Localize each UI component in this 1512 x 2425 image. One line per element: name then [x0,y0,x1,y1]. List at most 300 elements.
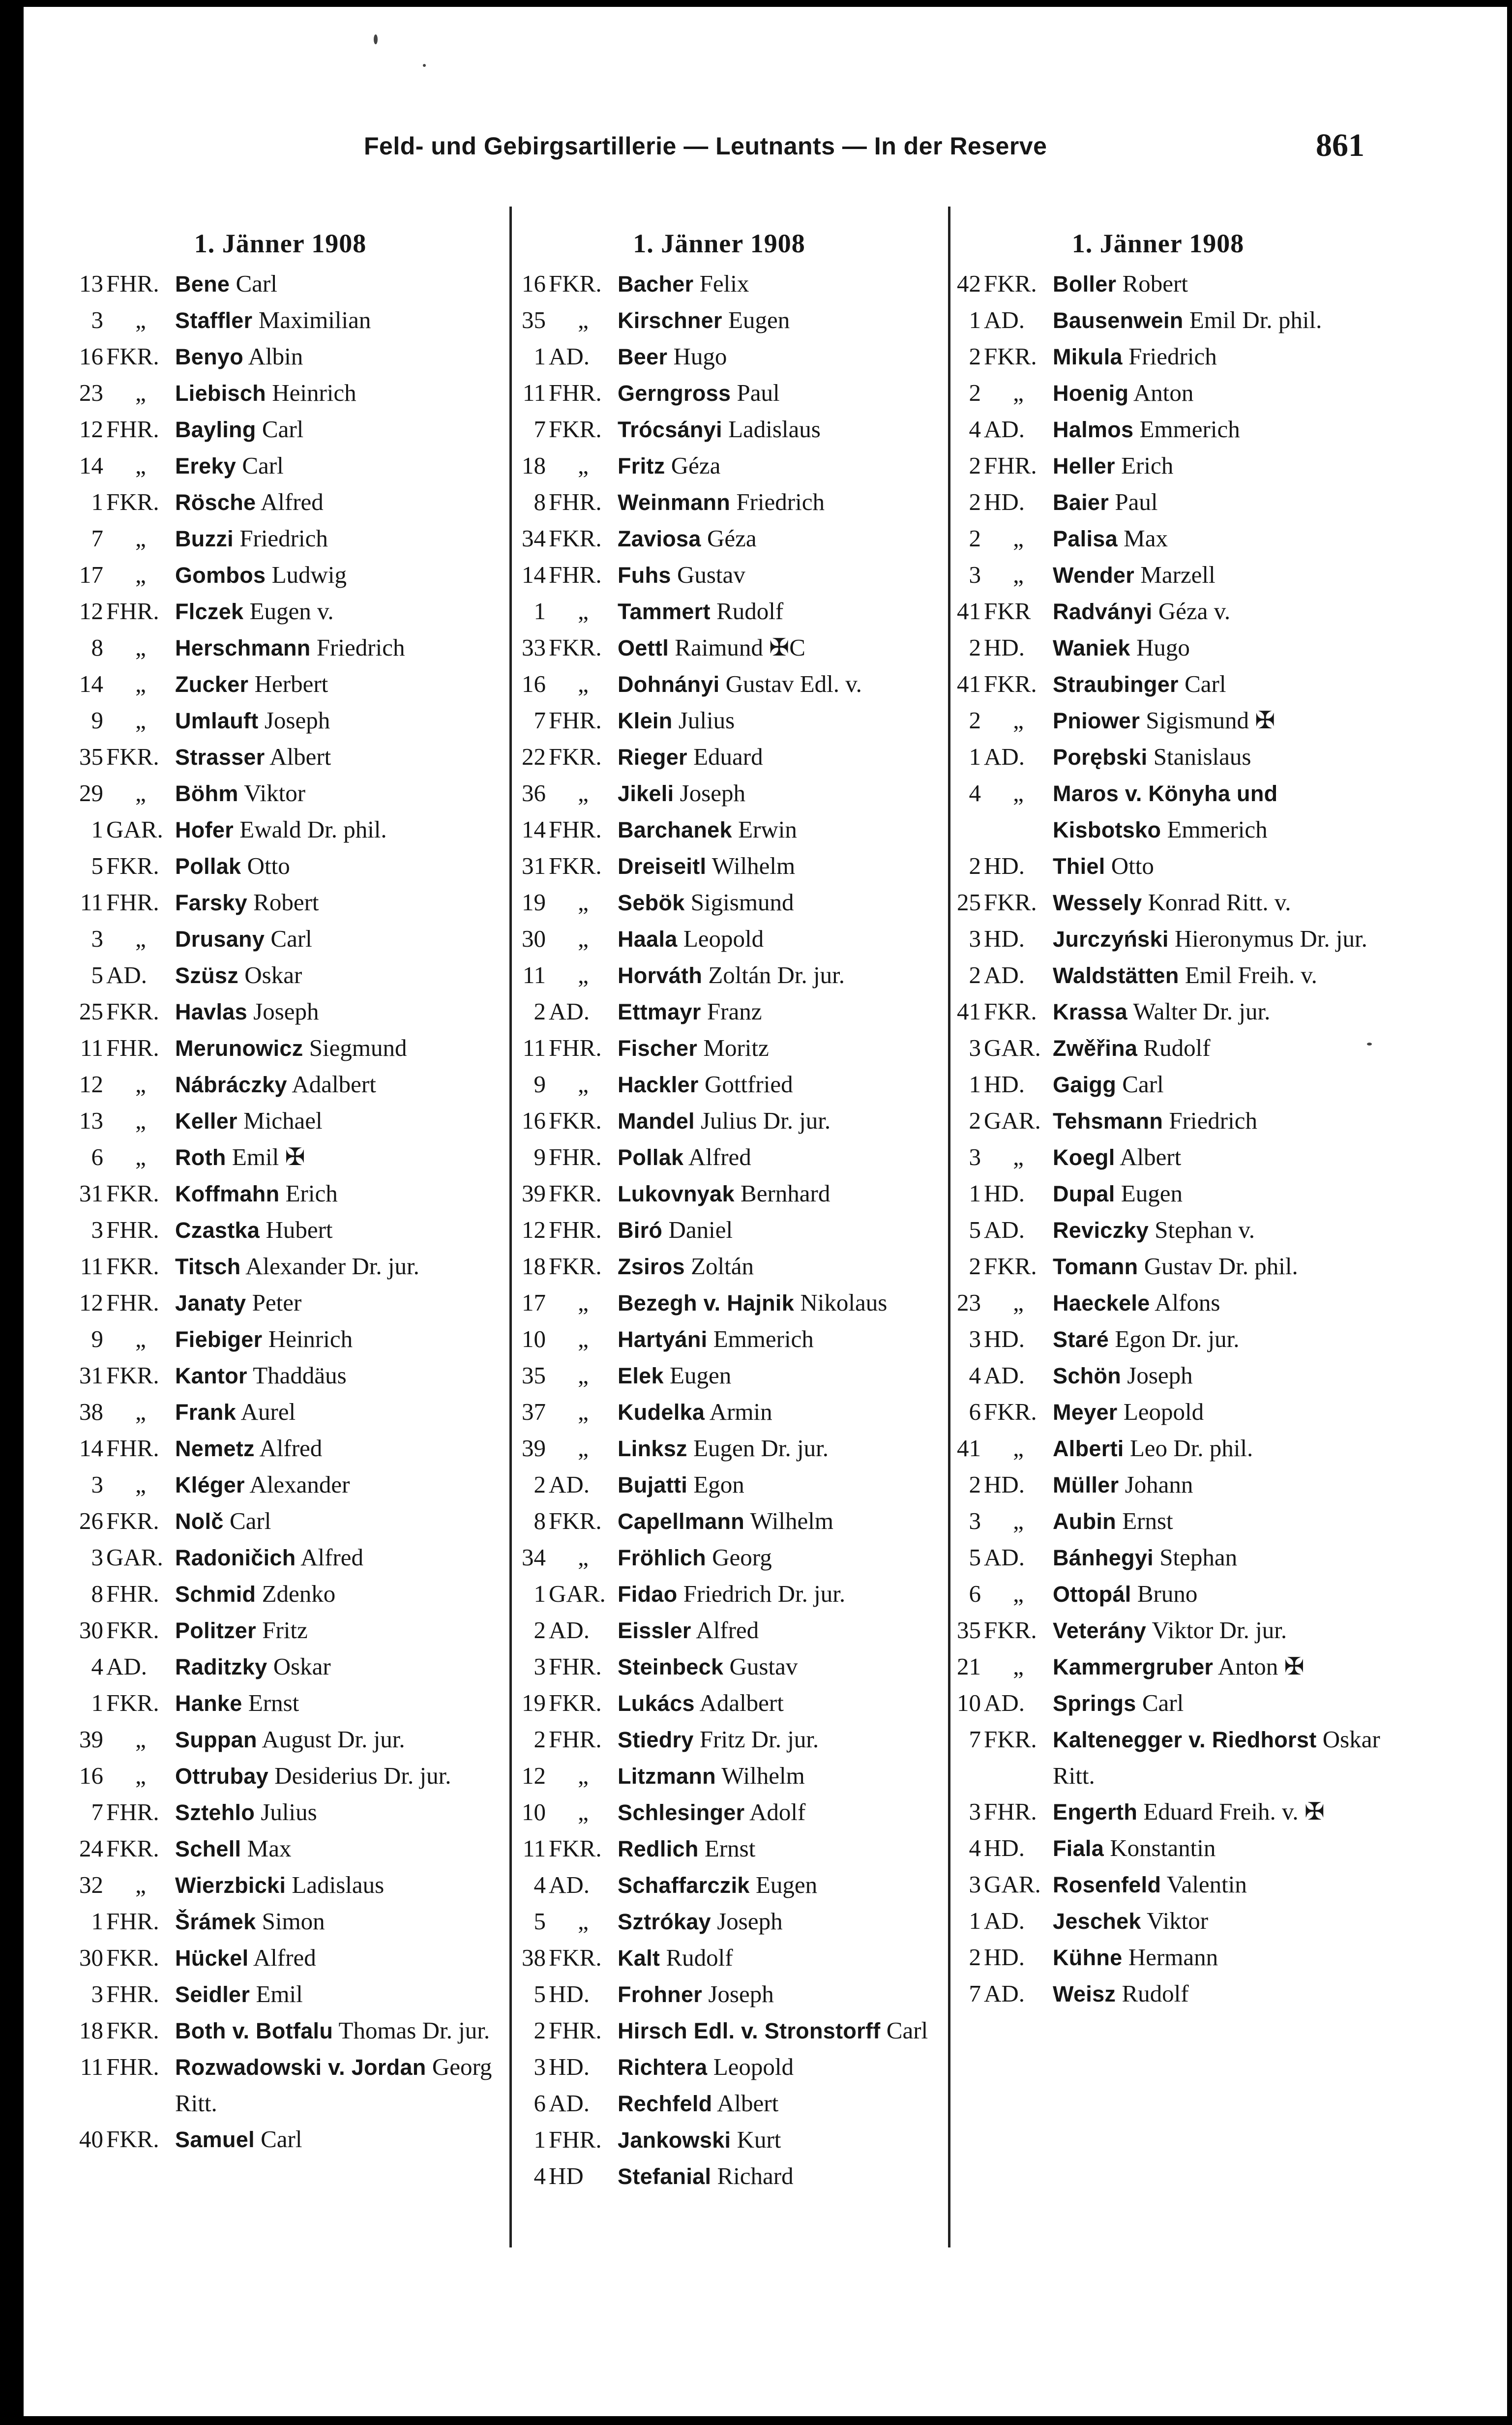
list-item [932,1576,1384,1612]
list-item [932,1685,1384,1721]
branch-abbrev: „ [135,452,146,479]
branch-abbrev: FHR. [984,1798,1037,1825]
surname: Haala [618,927,678,952]
officer-name [618,266,942,302]
list-item [54,593,506,629]
officer-name [1053,629,1384,666]
list-item [54,1685,506,1721]
list-item [54,1612,506,1648]
given-name: Valentin [1166,1871,1247,1898]
list-item [932,1648,1384,1685]
list-item [497,629,942,666]
regiment-number: 11 [80,889,103,916]
regiment-number: 2 [969,961,981,988]
list-item [54,1139,506,1175]
branch-abbrev: FHR. [549,1216,602,1243]
officer-name [1053,1285,1384,1321]
branch-abbrev: FKR. [549,1107,602,1134]
given-name: Julius [261,1798,317,1826]
list-item [932,1903,1384,1939]
branch-abbrev: FHR. [549,816,602,843]
officer-name [618,1867,942,1903]
given-name: Viktor Dr. jur. [1152,1617,1287,1644]
officer-name [1053,993,1384,1030]
list-item [932,338,1384,375]
officer-name [175,993,506,1030]
list-item [932,1939,1384,1976]
given-name: Eugen [728,306,790,333]
given-name: Emil Dr. phil. [1189,306,1322,333]
list-item [54,848,506,884]
branch-abbrev: FHR. [106,889,159,916]
surname: Keller [175,1108,237,1134]
officer-name [175,884,506,921]
given-name: Joseph [253,998,319,1025]
surname: Weisz [1053,1981,1116,2006]
regiment-number: 39 [522,1180,546,1207]
list-item [497,1940,942,1976]
list-item [497,1867,942,1903]
regiment-number: 6 [534,2090,546,2117]
branch-abbrev: AD. [984,1689,1025,1716]
branch-abbrev: GAR. [984,1871,1041,1898]
given-name: Walter Dr. jur. [1133,998,1271,1025]
given-name: Carl [229,1507,271,1534]
surname: Horváth [618,963,703,988]
given-name: Joseph [1127,1362,1193,1389]
surname: Pollak [175,854,241,879]
branch-abbrev: „ [135,1871,146,1898]
regiment-number: 4 [969,416,981,443]
list-item [54,2012,506,2049]
branch-abbrev: HD. [984,1180,1025,1207]
branch-abbrev: FHR. [549,488,602,515]
regiment-number: 41 [957,998,981,1025]
officer-name [618,1430,942,1467]
given-name: Carl [1185,670,1226,697]
given-name: Otto [1111,852,1154,879]
branch-abbrev: FKR. [106,998,159,1025]
regiment-number: 9 [91,707,103,734]
entry-list [54,266,506,2157]
list-item [932,1503,1384,1539]
branch-abbrev: FHR. [106,1034,159,1061]
list-item [497,1321,942,1357]
given-name: Carl [270,925,312,952]
given-name: Gottfried [704,1071,793,1098]
given-name: Carl [1142,1689,1184,1716]
officer-name [618,629,942,666]
surname: Kléger [175,1472,245,1497]
list-item [497,921,942,957]
branch-abbrev: AD. [984,1362,1025,1389]
branch-abbrev: „ [578,1435,589,1462]
officer-name [175,2121,506,2157]
surname: Janaty [175,1290,246,1316]
branch-abbrev: FKR. [106,343,159,370]
given-name: Gustav Edl. v. [725,670,862,697]
list-item [54,1794,506,1830]
given-name: Richard [717,2162,794,2189]
list-item [932,957,1384,993]
surname: Hartyáni [618,1327,708,1352]
officer-name [1053,1030,1384,1066]
surname: Nolč [175,1509,224,1534]
column-heading: 1. Jänner 1908 [194,229,367,258]
list-item [497,1175,942,1212]
surname: Hirsch Edl. v. Stronstorff [618,2018,881,2043]
surname: Thiel [1053,854,1105,879]
given-name: Ladislaus [728,416,821,443]
surname: Jankowski [618,2127,731,2153]
officer-name [175,629,506,666]
surname: Koegl [1053,1145,1115,1170]
given-name: Ladislaus [292,1871,385,1898]
given-name: Oskar [273,1653,331,1680]
regiment-number: 26 [79,1507,103,1534]
officer-name [1053,1212,1384,1248]
officer-name [175,1430,506,1467]
officer-name [1053,739,1384,775]
branch-abbrev: FKR. [106,1362,159,1389]
officer-name [175,266,506,302]
officer-name [175,811,506,848]
branch-abbrev: „ [578,1398,589,1425]
regiment-number: 3 [534,1653,546,1680]
branch-abbrev: GAR. [106,1544,163,1571]
surname: Šrámek [175,1909,256,1934]
given-name: Fritz Dr. jur. [699,1726,819,1753]
surname: Merunowicz [175,1036,303,1061]
regiment-number: 10 [522,1325,546,1352]
surname: Haeckele [1053,1290,1150,1316]
surname: Gombos [175,563,266,588]
branch-abbrev: FKR. [106,2126,159,2153]
regiment-number: 40 [79,2126,103,2153]
list-item [54,811,506,848]
given-name: Leopold [1123,1398,1204,1425]
officer-name [175,1285,506,1321]
surname: Trócsányi [618,417,722,442]
regiment-number: 14 [79,670,103,697]
branch-abbrev: FKR. [984,670,1037,697]
surname: Capellmann [618,1509,745,1534]
regiment-number: 2 [534,2017,546,2044]
surname: Czastka [175,1218,260,1243]
list-item [497,1212,942,1248]
branch-abbrev: HD. [984,925,1025,952]
list-item [497,957,942,993]
officer-name [618,593,942,629]
list-item [932,739,1384,775]
branch-abbrev: FKR. [549,1180,602,1207]
given-name: Hieronymus Dr. jur. [1174,925,1367,952]
column-heading: 1. Jänner 1908 [1071,229,1245,258]
regiment-number: 3 [91,306,103,333]
officer-name [1053,1066,1384,1103]
regiment-number: 5 [91,852,103,879]
branch-abbrev: „ [135,1071,146,1098]
surname: Tammert [618,599,711,624]
branch-abbrev: FHR. [106,416,159,443]
given-name: Erwin [738,816,797,843]
branch-abbrev: „ [578,779,589,807]
given-name: Emmerich [713,1325,814,1352]
given-name: Eugen [755,1871,818,1898]
list-item [54,1285,506,1321]
surname: Dreiseitl [618,854,707,879]
given-name: Moritz [703,1034,769,1061]
list-item [497,1285,942,1321]
scan-speck [1367,1043,1372,1046]
list-item [932,848,1384,884]
regiment-number: 16 [79,1762,103,1789]
officer-name [175,775,506,811]
branch-abbrev: „ [1013,1653,1024,1680]
given-name: Hugo [1136,634,1190,661]
officer-name [1053,666,1384,702]
officer-name [175,1976,506,2012]
branch-abbrev: HD. [984,1834,1025,1861]
surname: Waldstätten [1053,963,1179,988]
list-item [497,1394,942,1430]
regiment-number: 41 [957,598,981,625]
officer-name [618,1576,942,1612]
list-item [932,1139,1384,1175]
regiment-number: 31 [79,1362,103,1389]
regiment-number: 11 [80,2053,103,2080]
list-item [932,1357,1384,1394]
officer-name [618,1685,942,1721]
regiment-number: 2 [969,452,981,479]
list-item [497,1648,942,1685]
branch-abbrev: FHR. [549,1726,602,1753]
surname: Engerth [1053,1799,1138,1825]
list-item [932,1248,1384,1285]
surname: Redlich [618,1836,699,1861]
surname: Hofer [175,817,234,842]
regiment-number: 1 [969,1071,981,1098]
officer-name [175,1175,506,1212]
list-item [497,520,942,557]
surname: Radványi [1053,599,1153,624]
branch-abbrev: „ [578,452,589,479]
given-name: Heinrich [272,379,356,406]
regiment-number: 10 [957,1689,981,1716]
branch-abbrev: „ [1013,1580,1024,1607]
regiment-number: 22 [522,743,546,770]
surname: Ottrubay [175,1764,268,1789]
surname: Krassa [1053,999,1127,1024]
branch-abbrev: „ [1013,1143,1024,1170]
surname: Buzzi [175,526,234,551]
regiment-number: 23 [79,379,103,406]
list-item [932,702,1384,739]
given-name: Maximilian [258,306,371,333]
regiment-number: 3 [969,1871,981,1898]
regiment-number: 14 [522,816,546,843]
branch-abbrev: GAR. [984,1107,1041,1134]
officer-name [618,1212,942,1248]
officer-name [1053,1576,1384,1612]
officer-name [1053,1321,1384,1357]
regiment-number: 4 [969,1362,981,1389]
officer-name [175,1612,506,1648]
regiment-number: 11 [522,1835,546,1862]
surname: Liebisch [175,381,266,406]
officer-name [618,1357,942,1394]
regiment-number: 18 [522,1253,546,1280]
list-item [54,1103,506,1139]
officer-name [618,1503,942,1539]
branch-abbrev: HD. [984,1325,1025,1352]
officer-name [618,1903,942,1940]
officer-name [175,739,506,775]
branch-abbrev: „ [1013,379,1024,406]
surname: Schmid [175,1582,256,1607]
officer-name [175,1830,506,1867]
branch-abbrev: GAR. [106,816,163,843]
regiment-number: 5 [91,961,103,988]
list-item [932,557,1384,593]
regiment-number: 1 [91,488,103,515]
regiment-number: 7 [91,525,103,552]
surname: Roth [175,1145,226,1170]
officer-name [618,702,942,739]
surname: Rozwadowski v. Jordan [175,2055,426,2080]
surname: Kammergruber [1053,1654,1214,1679]
scan-border-left [0,0,24,2425]
regiment-number: 5 [969,1544,981,1571]
branch-abbrev: FKR. [984,270,1037,297]
column-3 [932,221,1384,2012]
surname: Staffler [175,308,253,333]
surname: Richtera [618,2055,708,2080]
surname: Klein [618,708,673,733]
branch-abbrev: FHR. [106,1435,159,1462]
regiment-number: 35 [522,1362,546,1389]
regiment-number: 8 [91,1580,103,1607]
given-name: Zoltán Dr. jur. [708,961,845,988]
regiment-number: 23 [957,1289,981,1316]
surname: Hückel [175,1946,249,1971]
branch-abbrev: FKR. [984,889,1037,916]
regiment-number: 12 [79,1071,103,1098]
list-item [932,1976,1384,2012]
officer-name [618,811,942,848]
surname: Sztehlo [175,1800,255,1825]
regiment-number: 2 [969,488,981,515]
officer-name [618,1467,942,1503]
surname: Ettmayr [618,999,701,1024]
regiment-number: 16 [79,343,103,370]
list-item [54,921,506,957]
regiment-number: 33 [522,634,546,661]
surname: Baier [1053,490,1109,515]
officer-name [175,1212,506,1248]
regiment-number: 31 [522,852,546,879]
list-item [497,1503,942,1539]
regiment-number: 12 [79,416,103,443]
surname: Meyer [1053,1400,1118,1425]
branch-abbrev: HD. [984,488,1025,515]
surname: Barchanek [618,817,732,842]
surname: Raditzky [175,1654,267,1679]
regiment-number: 4 [534,2162,546,2189]
officer-name [618,448,942,484]
surname: Rieger [618,745,687,770]
regiment-number: 5 [534,1908,546,1935]
given-name: Otto [247,852,290,879]
branch-abbrev: „ [1013,707,1024,734]
regiment-number: 9 [534,1071,546,1098]
list-item [54,448,506,484]
given-name: Gustav Dr. phil. [1144,1253,1298,1280]
given-name: Paul [737,379,780,406]
officer-name [618,2049,942,2085]
regiment-number: 5 [534,1980,546,2007]
regiment-number: 4 [969,1834,981,1861]
officer-name [618,921,942,957]
surname: Zaviosa [618,526,701,551]
branch-abbrev: FKR. [984,1398,1037,1425]
branch-abbrev: „ [135,670,146,697]
officer-name [618,1794,942,1830]
regiment-number: 18 [79,2017,103,2044]
branch-abbrev: AD. [549,998,590,1025]
given-name: Peter [252,1289,302,1316]
officer-name [618,2012,942,2049]
officer-name [1053,702,1384,739]
branch-abbrev: FKR. [549,1689,602,1716]
officer-name [1053,884,1384,921]
given-name: Emil Freih. v. [1185,961,1317,988]
surname: Lukovnyak [618,1181,735,1206]
branch-abbrev: HD. [984,852,1025,879]
surname: Pniower [1053,708,1140,733]
regiment-number: 17 [522,1289,546,1316]
given-name: Bernhard [741,1180,830,1207]
officer-name [618,411,942,448]
surname: Kaltenegger v. Riedhorst [1053,1727,1317,1752]
regiment-number: 11 [80,1034,103,1061]
officer-name [618,1285,942,1321]
officer-name [175,666,506,702]
regiment-number: 1 [534,343,546,370]
branch-abbrev: FKR. [984,1726,1037,1753]
officer-name [1053,775,1384,848]
regiment-number: 2 [534,998,546,1025]
branch-abbrev: FHR. [106,1798,159,1826]
officer-name [175,484,506,520]
given-name: Erich [1121,452,1174,479]
branch-abbrev: FHR. [549,1034,602,1061]
surname: Suppan [175,1727,257,1752]
surname: Stefanial [618,2164,712,2189]
surname: Fiebiger [175,1327,263,1352]
given-name: Hugo [673,343,727,370]
surname: Bausenwein [1053,308,1184,333]
regiment-number: 4 [91,1653,103,1680]
branch-abbrev: FKR. [106,1944,159,1971]
branch-abbrev: FKR. [106,1835,159,1862]
surname: Wierzbicki [175,1873,286,1898]
given-name: Rudolf [1122,1980,1189,2007]
surname: Kirschner [618,308,722,333]
regiment-number: 3 [969,1507,981,1534]
officer-name [618,884,942,921]
surname: Steinbeck [618,1654,724,1679]
